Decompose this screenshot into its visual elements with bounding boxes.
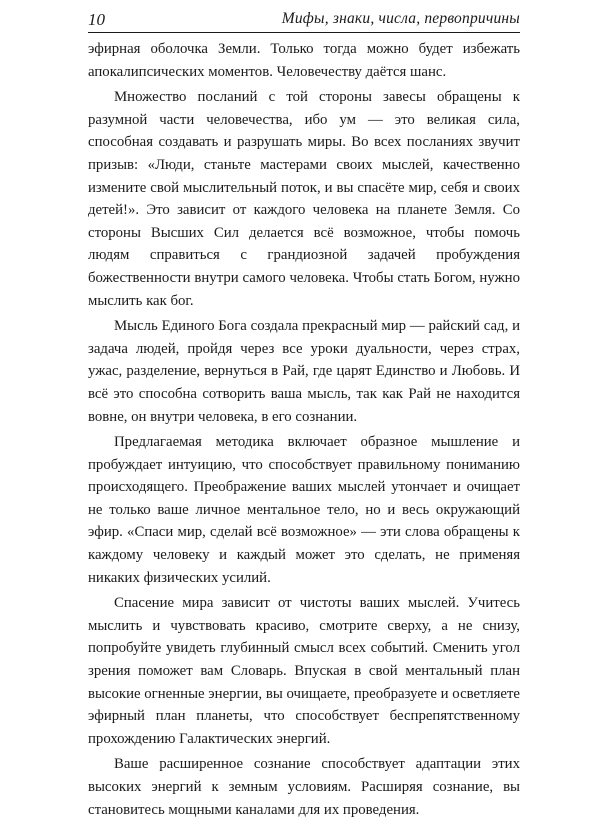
page-number: 10 (88, 10, 105, 29)
body-text (88, 38, 520, 821)
paragraph: Ваше расширенное сознание способствует адаптации этих высоких энергий к земным условиям. Расширяя сознание, вы становитесь мощными каналами для их проведения. (88, 756, 520, 818)
paragraph: Множество посланий с той стороны завесы обращены к разумной части человечества, ибо ум — это великая сила, способная создавать и разрушать миры. Во всех посланиях звучит призыв: «Люди, станьте мастерами своих мыслей, качественно измените свой мыслительный поток, и вы спасёте мир, себя и своих детей!». Это зависит от каждого человека на планете Земля. Со стороны Высших Сил делается всё возможное, чтобы помочь людям справиться с грандиозной задачей пробуждения божественности внутри самого человека. Чтобы стать Богом, нужно мыслить как бог. (88, 89, 520, 309)
paragraph: Спасение мира зависит от чистоты ваших мыслей. Учитесь мыслить и чувствовать красиво, смотрите сверху, а не снизу, попробуйте увидеть глубинный смысл всех событий. Сменить угол зрения поможет вам Словарь. Впуская в свой ментальный план высокие огненные энергии, вы очищаете, преобразуете и осветляете эфирный план планеты, что способствует беспрепятственному прохождению Галактических энергий. (88, 595, 520, 747)
paragraph: Предлагаемая методика включает образное мышление и пробуждает интуицию, что способствует правильному пониманию происходящего. Преображение ваших мыслей утончает и очищает не только ваше личное ментальное тело, но и весь окружающий эфир. «Спаси мир, сделай всё возможное» — эти слова обращены к каждому человеку и каждый может это сделать, не применяя никаких физических усилий. (88, 434, 520, 586)
paragraph: Мысль Единого Бога создала прекрасный мир — райский сад, и задача людей, пройдя через все уроки дуальности, через страх, ужас, разделение, вернуться в Рай, где царят Единство и Любовь. И всё это способна сотворить ваша мысль, так как Рай не находится вовне, он внутри человека, в его сознании. (88, 318, 520, 425)
book-page (88, 0, 520, 818)
paragraph-continued: эфирная оболочка Земли. Только тогда можно будет избежать апокалипсических моментов. Человечеству даётся шанс. (88, 41, 520, 80)
running-header (88, 8, 520, 33)
running-title: Мифы, знаки, числа, первопричины (281, 10, 520, 27)
